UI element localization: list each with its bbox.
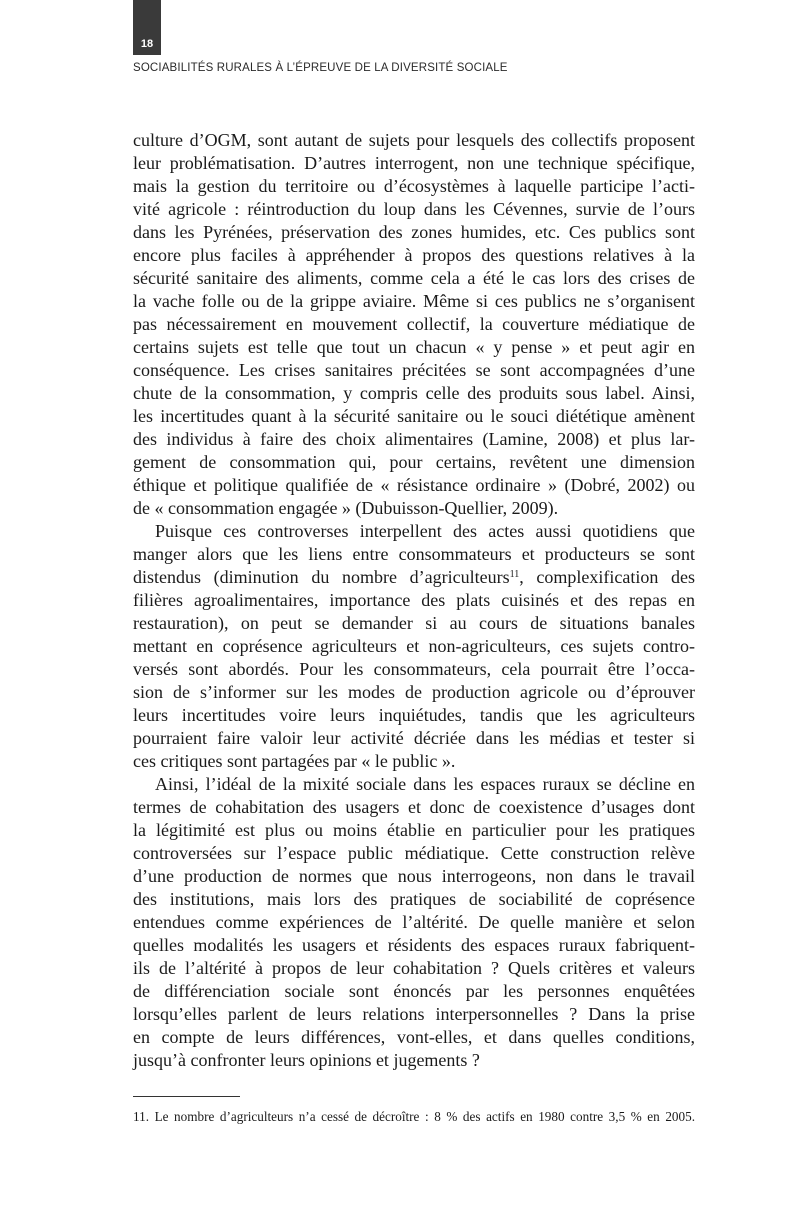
text-line: éthique et politique qualifiée de « résistance ordinaire » (Dobré, 2002) ou	[133, 475, 695, 495]
text-line: la vache folle ou de la grippe aviaire. Même si ces publics ne s’organisent	[133, 291, 695, 311]
text-line: manger alors que les liens entre consommateurs et producteurs se sont	[133, 544, 695, 564]
text-line: pas nécessairement en mouvement collectif, la couverture médiatique de	[133, 314, 695, 334]
text-line: les incertitudes quant à la sécurité sanitaire ou le souci diététique amènent	[133, 406, 695, 426]
text-line: ils de l’altérité à propos de leur cohabitation ? Quels critères et valeurs	[133, 958, 695, 978]
text-line: la légitimité est plus ou moins établie en particulier pour les pratiques	[133, 820, 695, 840]
text-line: encore plus faciles à appréhender à propos des questions relatives à la	[133, 245, 695, 265]
main-text	[133, 129, 695, 1072]
text-line-with-footnote	[133, 566, 695, 589]
running-head: SOCIABILITÉS RURALES À L’ÉPREUVE DE LA DIVERSITÉ SOCIALE	[133, 62, 508, 74]
footnote-divider	[133, 1096, 240, 1097]
text-line: Ainsi, l’idéal de la mixité sociale dans les espaces ruraux se décline en	[155, 774, 695, 794]
text-line: mettant en coprésence agriculteurs et non-agriculteurs, ces sujets contro-	[133, 636, 695, 656]
text-line: versés sont abordés. Pour les consommateurs, cela pourrait être l’occa-	[133, 659, 695, 679]
text-line: mais la gestion du territoire ou d’écosystèmes à laquelle participe l’acti-	[133, 176, 695, 196]
text-line: restauration), on peut se demander si au cours de situations banales	[133, 613, 695, 633]
text-line: certains sujets est telle que tout un chacun « y pense » et peut agir en	[133, 337, 695, 357]
text-line: gement de consommation qui, pour certains, revêtent une dimension	[133, 452, 695, 472]
text-line: dans les Pyrénées, préservation des zones humides, etc. Ces publics sont	[133, 222, 695, 242]
text-line: controversées sur l’espace public médiatique. Cette construction relève	[133, 843, 695, 863]
text-line: leurs incertitudes voire leurs inquiétudes, tandis que les agriculteurs	[133, 705, 695, 725]
text-line: filières agroalimentaires, importance des plats cuisinés et des repas en	[133, 590, 695, 610]
text-line: conséquence. Les crises sanitaires précitées se sont accompagnées d’une	[133, 360, 695, 380]
text-line: quelles modalités les usagers et résidents des espaces ruraux fabriquent-	[133, 935, 695, 955]
text-line: de « consommation engagée » (Dubuisson-Quellier, 2009).	[133, 498, 559, 518]
page-number: 18	[140, 38, 154, 50]
text-line: vité agricole : réintroduction du loup dans les Cévennes, survie de l’ours	[133, 199, 695, 219]
text-line: ces critiques sont partagées par « le public ».	[133, 751, 456, 771]
footnote-reference: 11	[509, 569, 520, 580]
text-line: sécurité sanitaire des aliments, comme cela a été le cas lors des crises de	[133, 268, 695, 288]
text-line: culture d’OGM, sont autant de sujets pour lesquels des collectifs proposent	[133, 130, 695, 150]
text-line: entendues comme expériences de l’altérité. De quelle manière et selon	[133, 912, 695, 932]
text-line: lorsqu’elles parlent de leurs relations interpersonnelles ? Dans la prise	[133, 1004, 695, 1024]
text-line: des individus à faire des choix alimentaires (Lamine, 2008) et plus lar-	[133, 429, 695, 449]
text-line: chute de la consommation, y compris celle des produits sous label. Ainsi,	[133, 383, 695, 403]
text-line: pourraient faire valoir leur activité décriée dans les médias et tester si	[133, 728, 695, 748]
footnote-text: 11. Le nombre d’agriculteurs n’a cessé de décroître : 8 % des actifs en 1980 contre 3,5 % en 2005.	[133, 1109, 695, 1124]
text-line: sion de s’informer sur les modes de production agricole ou d’éprouver	[133, 682, 695, 702]
text-line: Puisque ces controverses interpellent des actes aussi quotidiens que	[155, 521, 695, 541]
text-line: des institutions, mais lors des pratiques de sociabilité de coprésence	[133, 889, 695, 909]
text-line: d’une production de normes que nous interrogeons, non dans le travail	[133, 866, 695, 886]
text-line: jusqu’à confronter leurs opinions et jugements ?	[133, 1050, 480, 1070]
text-fragment: , complexification des	[519, 567, 695, 587]
text-line: en compte de leurs différences, vont-elles, et dans quelles conditions,	[133, 1027, 695, 1047]
text-fragment: distendus (diminution du nombre d’agriculteurs	[133, 567, 510, 587]
text-line: leur problématisation. D’autres interrogent, non une technique spécifique,	[133, 153, 695, 173]
text-line: termes de cohabitation des usagers et donc de coexistence d’usages dont	[133, 797, 695, 817]
text-line: de différenciation sociale sont énoncés par les personnes enquêtées	[133, 981, 695, 1001]
page-number-tab	[133, 0, 161, 55]
